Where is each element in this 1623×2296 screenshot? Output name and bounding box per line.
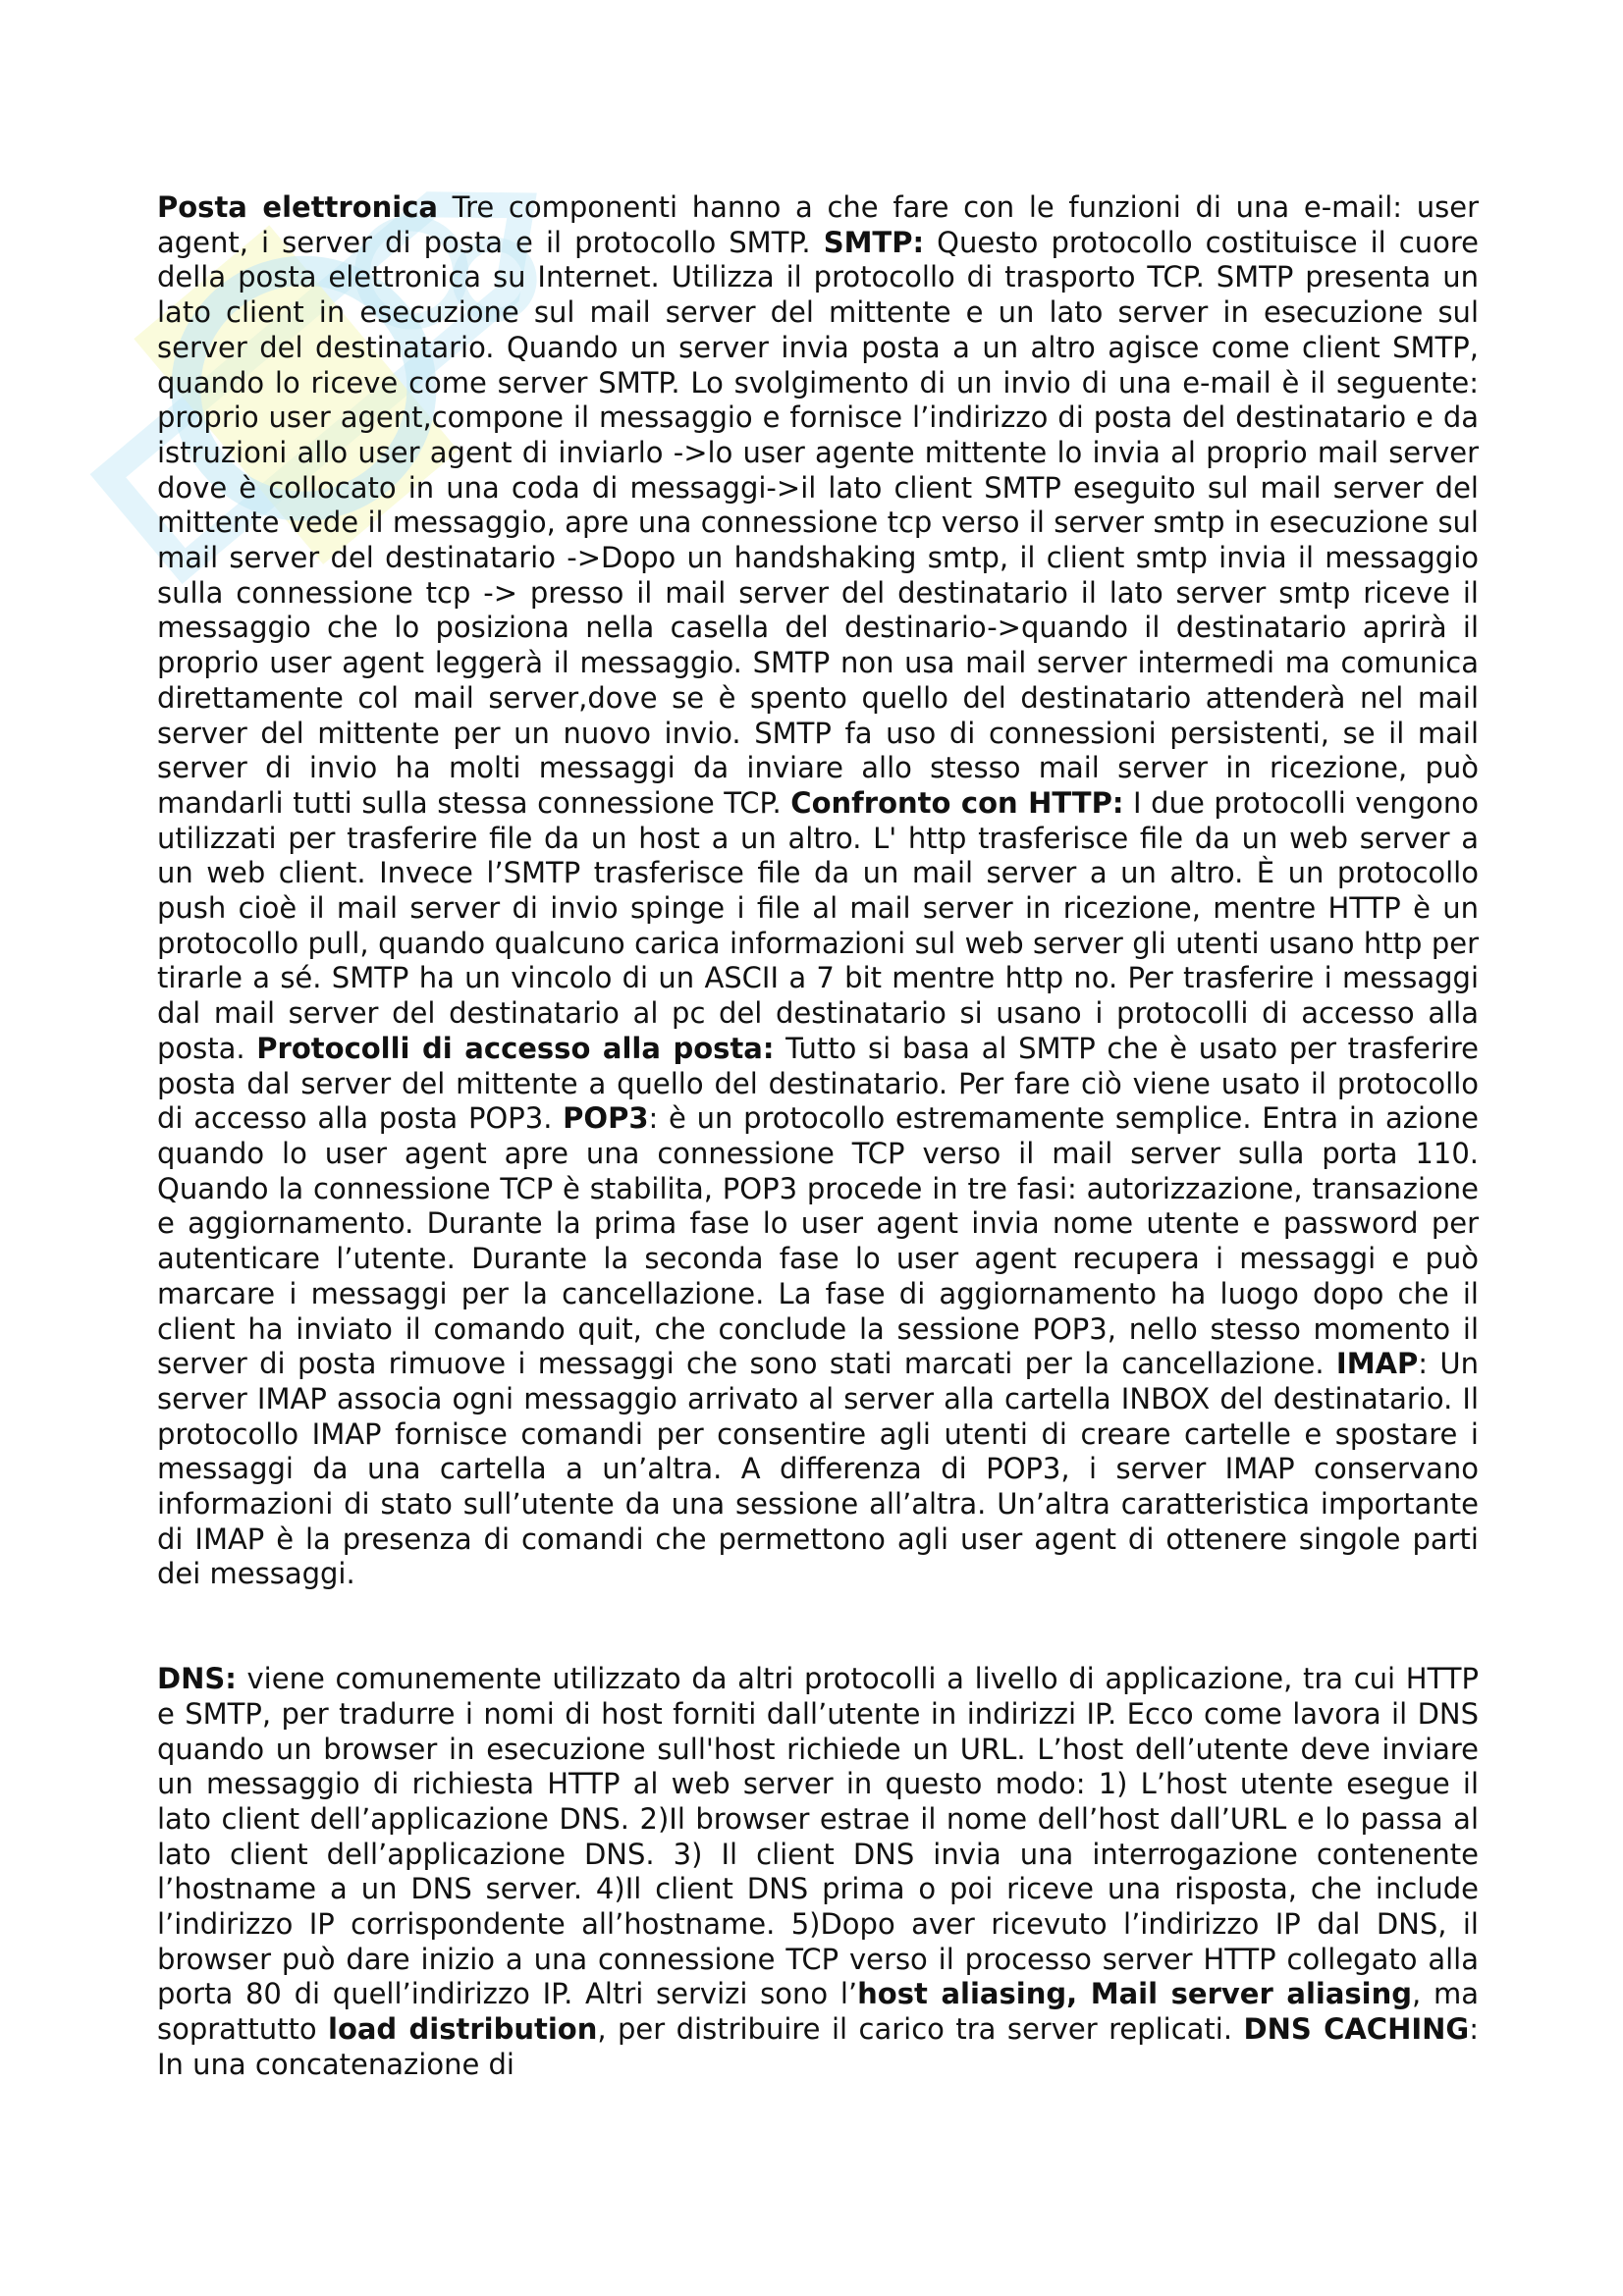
text-run: I due protocolli vengono utilizzati per trasferire file da un host a un altro. L' http trasferisce file da un web server a un web client. Invece l’SMTP trasferisce file da un mail server a un altro. È un protocollo push cioè il mail server di invio spinge i file al mail server in ricezione, mentre HTTP è un protocollo pull, quando qualcuno carica informazioni sul web server gli utenti usano http per tirarle a sé. SMTP ha un vincolo di un ASCII a 7 bit mentre http no. Per trasferire i messaggi dal mail server del destinatario al pc del destinatario si usano i protocolli di accesso alla posta. <box>157 785 1480 1065</box>
bold-term: IMAP <box>1335 1347 1419 1381</box>
bold-term: load distribution <box>328 2012 598 2047</box>
document-body <box>157 190 1479 2083</box>
bold-term: DNS: <box>157 1662 237 1696</box>
text-run: Tutto si basa al SMTP che è usato per trasferire posta dal server del mittente a quello del destinatario. Per fare ciò viene usato il protocollo di accesso alla posta POP3. <box>157 1031 1479 1136</box>
bold-term: POP3 <box>563 1101 649 1136</box>
text-run: viene comunemente utilizzato da altri protocolli a livello di applicazione, tra cui HTTP e SMTP, per tradurre i nomi di host forniti dall’utente in indirizzi IP. Ecco come lavora il DNS quando un browser in esecuzione sull'host richiede un URL. L’host dell’utente deve inviare un messaggio di richiesta HTTP al web server in questo modo: 1) L’host utente esegue il lato client dell’applicazione DNS. 2)Il browser estrae il nome dell’host dall’URL e lo passa al lato client dell’applicazione DNS. 3) Il client DNS invia una interrogazione contenente l’hostname a un DNS server. 4)Il client DNS prima o poi riceve una risposta, che include l’indirizzo IP corrispondente all’hostname. 5)Dopo aver ricevuto l’indirizzo IP dal DNS, il browser può dare inizio a una connessione TCP verso il processo server HTTP collegato alla porta 80 di quell’indirizzo IP. Altri servizi sono l’ <box>157 1662 1479 2011</box>
text-run: Tre componenti hanno a che fare con le funzioni di una e-mail: user agent, i server di posta e il protocollo SMTP. <box>157 190 1479 259</box>
bold-term: DNS CACHING <box>1243 2012 1470 2047</box>
text-run: : è un protocollo estremamente semplice. Entra in azione quando lo user agent apre una connessione TCP verso il mail server sulla porta 110. Quando la connessione TCP è stabilita, POP3 procede in tre fasi: autorizzazione, transazione e aggiornamento. Durante la prima fase lo user agent invia nome utente e password per autenticare l’utente. Durante la seconda fase lo user agent recupera i messaggi e può marcare i messaggi per la cancellazione. La fase di aggiornamento ha luogo dopo che il client ha inviato il comando quit, che conclude la sessione POP3, nello stesso momento il server di posta rimuove i messaggi che sono stati marcati per la cancellazione. <box>157 1101 1480 1381</box>
bold-term: Protocolli di accesso alla posta: <box>256 1031 775 1065</box>
bold-term: Posta elettronica <box>157 190 438 224</box>
text-run: : In una concatenazione di <box>157 2012 1479 2081</box>
paragraph-1 <box>157 190 1479 1592</box>
text-run: Questo protocollo costituisce il cuore della posta elettronica su Internet. Utilizza il protocollo di trasporto TCP. SMTP presenta un lato client in esecuzione sul mail server del mittente e un lato server in esecuzione sul server del destinatario. Quando un server invia posta a un altro agisce come client SMTP, quando lo riceve come server SMTP. Lo svolgimento di un invio di una e-mail è il seguente: proprio user agent,compone il messaggio e fornisce l’indirizzo di posta del destinatario e da istruzioni allo user agent di inviarlo ->lo user agente mittente lo invia al proprio mail server dove è collocato in una coda di messaggi->il lato client SMTP eseguito sul mail server del mittente vede il messaggio, apre una connessione tcp verso il server smtp in esecuzione sul mail server del destinatario ->Dopo un handshaking smtp, il client smtp invia il messaggio sulla connessione tcp -> presso il mail server del destinatario il lato server smtp riceve il messaggio che lo posiziona nella casella del destinario->quando il destinatario aprirà il proprio user agent leggerà il messaggio. SMTP non usa mail server intermedi ma comunica direttamente col mail server,dove se è spento quello del destinatario attenderà nel mail server del mittente per un nuovo invio. SMTP fa uso di connessioni persistenti, se il mail server di invio ha molti messaggi da inviare allo stesso mail server in ricezione, può mandarli tutti sulla stessa connessione TCP. <box>157 225 1479 820</box>
bold-term: SMTP: <box>823 225 925 259</box>
text-run: : Un server IMAP associa ogni messaggio arrivato al server alla cartella INBOX del destinatario. Il protocollo IMAP fornisce comandi per consentire agli utenti di creare cartelle e spostare i messaggi da una cartella a un’altra. A differenza di POP3, i server IMAP conservano informazioni di stato sull’utente da una sessione all’altra. Un’altra caratteristica importante di IMAP è la presenza di comandi che permettono agli user agent di ottenere singole parti dei messaggi. <box>157 1347 1479 1591</box>
bold-term: Confronto con HTTP: <box>790 785 1124 820</box>
bold-term: host aliasing, Mail server aliasing <box>857 1977 1413 2011</box>
paragraph-2 <box>157 1662 1479 2082</box>
text-run: , per distribuire il carico tra server replicati. <box>597 2012 1244 2047</box>
text-run: , ma soprattutto <box>157 1977 1479 2047</box>
